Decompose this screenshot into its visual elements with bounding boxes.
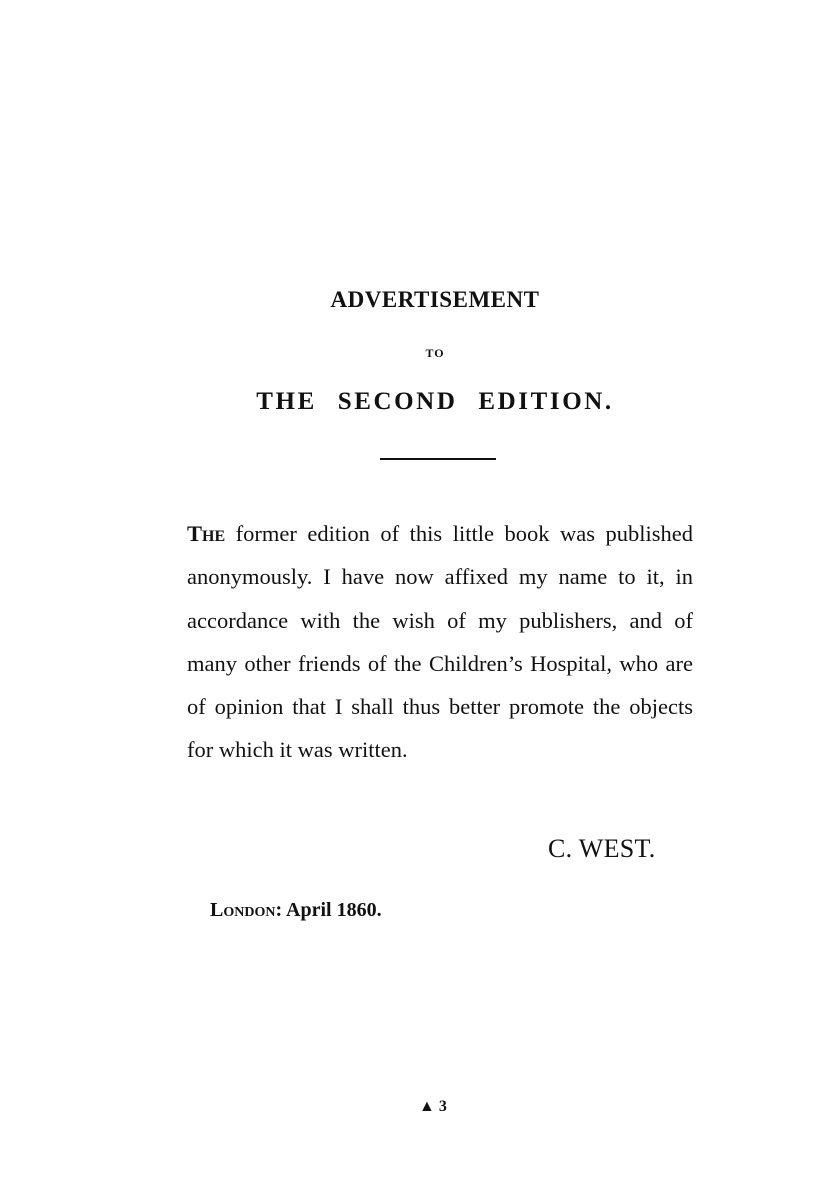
section-divider	[380, 458, 496, 460]
paragraph-lead-word: The	[187, 521, 226, 546]
dateline-date: : April 1860.	[275, 899, 382, 921]
author-signature: C. WEST.	[548, 834, 656, 863]
title-connector: TO	[425, 346, 445, 360]
printer-signature-mark: ▲ 3	[419, 1098, 447, 1115]
paragraph-text: former edition of this little book was published anonymously. I have now affixed my name to it, in accordance with the wish of my publishers, and of many other friends of the Children’s Hospital, who are of opinion that I shall thus better promote the objects for which it was written.	[187, 521, 694, 763]
dateline-place: London	[210, 899, 276, 921]
page-subtitle: THE SECOND EDITION.	[256, 388, 614, 415]
dateline	[210, 899, 382, 922]
page-title: ADVERTISEMENT	[330, 287, 540, 312]
advertisement-paragraph	[187, 512, 693, 772]
